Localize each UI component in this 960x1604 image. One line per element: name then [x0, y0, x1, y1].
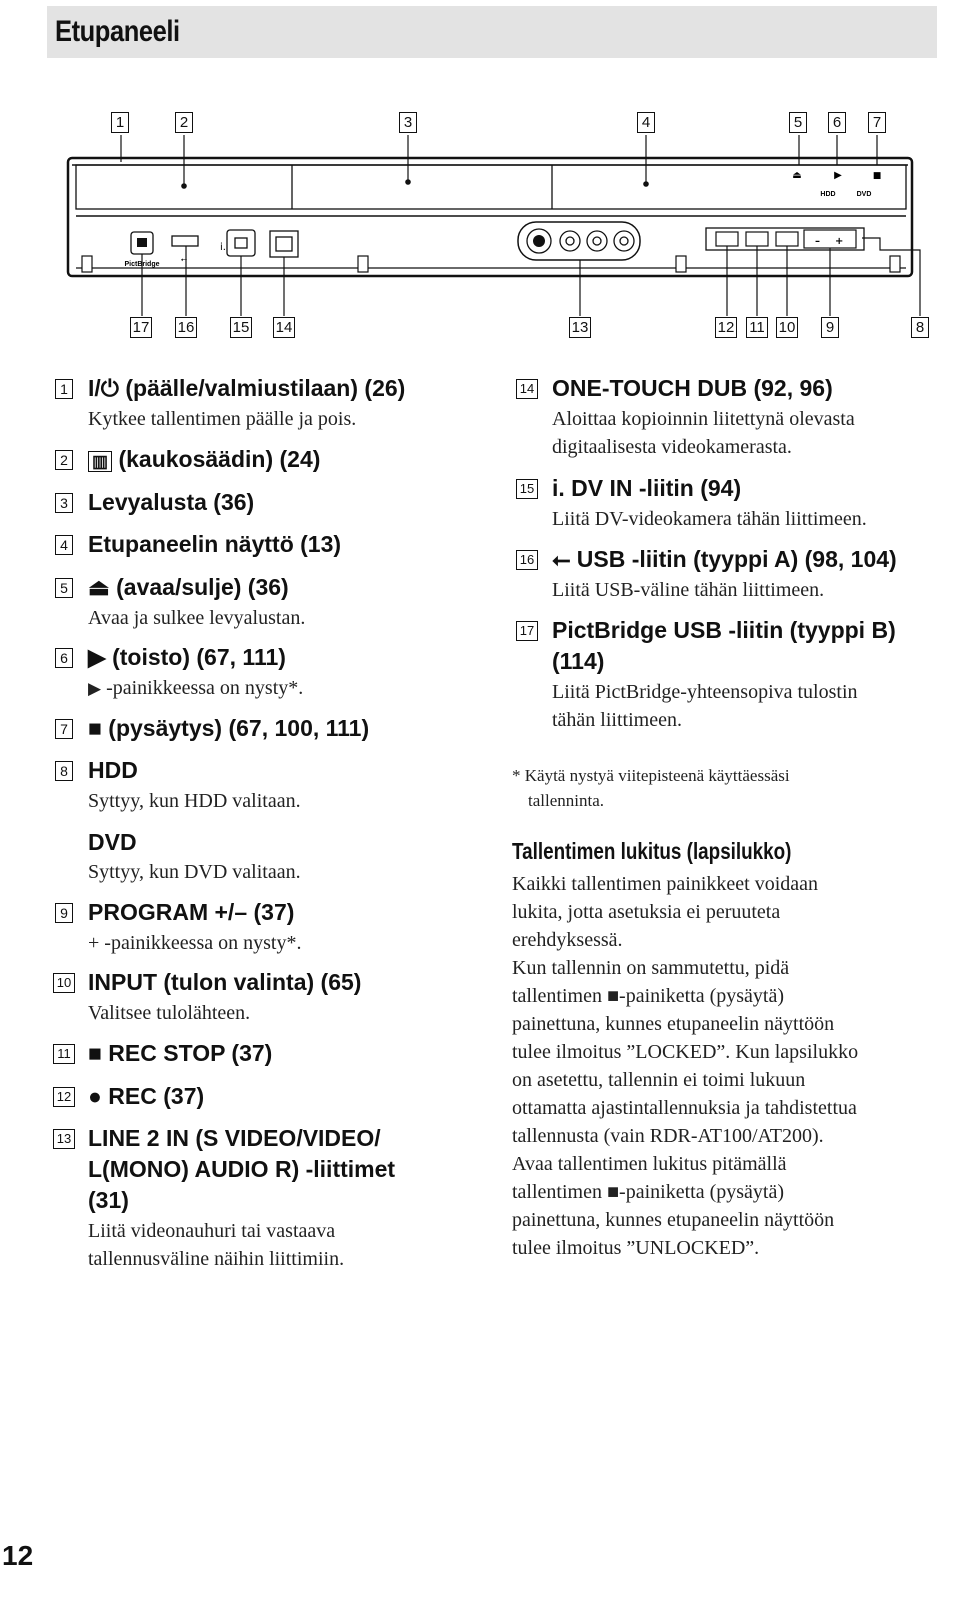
item-title: PictBridge USB -liitin (tyyppi B) — [552, 617, 896, 643]
input-button — [776, 232, 798, 246]
paragraph-line: painettuna, kunnes etupaneelin näyttöön — [512, 1209, 835, 1231]
item-desc: tallennusväline näihin liittimiin. — [88, 1248, 345, 1270]
item-number: 12 — [53, 1087, 75, 1107]
item-desc: digitaalisesta videokamerasta. — [552, 436, 792, 458]
item-title: I/⏻ (päälle/valmiustilaan) (26) — [88, 375, 406, 401]
device-body — [68, 158, 912, 276]
callout-16: 16 — [175, 317, 197, 338]
callout-13: 13 — [569, 317, 591, 338]
usb-icon: ⭠ — [552, 547, 571, 573]
paragraph-line: Avaa tallentimen lukitus pitämällä — [512, 1153, 787, 1175]
play-icon: ▶ — [834, 170, 842, 181]
rec-stop-button — [746, 232, 768, 246]
callout-12: 12 — [715, 317, 737, 338]
paragraph-line: tulee ilmoitus ”LOCKED”. Kun lapsilukko — [512, 1041, 859, 1063]
paragraph-line: ottamatta ajastintallennuksia ja tahdistettua — [512, 1097, 857, 1119]
item-number: 7 — [55, 719, 73, 739]
item-number: 1 — [55, 379, 73, 399]
item-number: 3 — [55, 493, 73, 513]
item-number: 10 — [53, 973, 75, 993]
paragraph-line: tallentimen ■-painiketta (pysäytä) — [512, 1181, 784, 1203]
item-title: ⭠ USB -liitin (tyyppi A) (98, 104) — [552, 546, 897, 573]
item-title: i. DV IN -liitin (94) — [552, 475, 742, 501]
one-touch-dub-button — [270, 231, 298, 257]
foot — [676, 256, 686, 272]
hdd-indicator: HDD — [820, 191, 836, 198]
front-panel-diagram — [0, 0, 960, 350]
paragraph-line: lukita, jotta asetuksia ei peruuteta — [512, 901, 781, 923]
foot — [82, 256, 92, 272]
item-number: 9 — [55, 903, 73, 923]
usb-port — [172, 236, 198, 246]
usb-icon: ⭠ — [180, 255, 188, 264]
item-title: PROGRAM +/– (37) — [88, 899, 295, 925]
callout-14: 14 — [273, 317, 295, 338]
pictbridge-label: PictBridge — [124, 261, 160, 268]
dv-icon: i. — [220, 242, 226, 253]
item-title: ■ REC STOP (37) — [88, 1040, 273, 1066]
callout-1: 1 — [111, 112, 129, 133]
item-desc: ▶ -painikkeessa on nysty*. — [88, 677, 304, 699]
item-number: 14 — [516, 379, 538, 399]
remote-sensor-icon: ▥ — [88, 451, 112, 472]
dvd-indicator: DVD — [856, 191, 872, 198]
item-number: 2 — [55, 450, 73, 470]
audio-r-jack — [614, 231, 634, 251]
eject-icon: ⏏ — [88, 574, 110, 600]
callout-5: 5 — [789, 112, 807, 133]
item-number: 15 — [516, 479, 538, 499]
item-desc: tähän liittimeen. — [552, 709, 682, 731]
eject-icon: ⏏ — [792, 170, 802, 181]
item-title: Levyalusta (36) — [88, 489, 255, 515]
item-desc: + -painikkeessa on nysty*. — [88, 932, 302, 954]
item-title: HDD — [88, 757, 138, 783]
item-title: L(MONO) AUDIO R) -liittimet — [88, 1156, 396, 1182]
item-title: ⏏ (avaa/sulje) (36) — [88, 574, 289, 600]
item-title: (114) — [552, 648, 605, 674]
foot — [890, 256, 900, 272]
callout-3: 3 — [399, 112, 417, 133]
stop-icon: ■ — [88, 1040, 102, 1066]
foot — [358, 256, 368, 272]
item-title: ■ (pysäytys) (67, 100, 111) — [88, 715, 370, 741]
paragraph-line: tulee ilmoitus ”UNLOCKED”. — [512, 1237, 760, 1259]
item-title: ● REC (37) — [88, 1083, 205, 1109]
item-desc: Liitä PictBridge-yhteensopiva tulostin — [552, 681, 858, 703]
callout-11: 11 — [746, 317, 768, 338]
callout-9: 9 — [821, 317, 839, 338]
page-number: 12 — [2, 1540, 34, 1571]
paragraph-line: tallennusta (vain RDR-AT100/AT200). — [512, 1125, 824, 1147]
item-desc: Syttyy, kun DVD valitaan. — [88, 861, 301, 883]
video-jack — [560, 231, 580, 251]
paragraph-line: Kaikki tallentimen painikkeet voidaan — [512, 873, 819, 895]
item-title: INPUT (tulon valinta) (65) — [88, 969, 362, 995]
disc-tray-area — [76, 165, 906, 209]
footnote: * Käytä nystyä viitepisteenä käyttäessäsi — [512, 766, 790, 785]
item-desc: Valitsee tulolähteen. — [88, 1002, 251, 1024]
item-desc: Avaa ja sulkee levyalustan. — [88, 607, 306, 629]
play-icon: ▶ — [88, 644, 106, 670]
item-title: ▶ (toisto) (67, 111) — [88, 644, 286, 670]
item-number: 17 — [516, 621, 538, 641]
item-title: Etupaneelin näyttö (13) — [88, 531, 342, 557]
plus-icon: + — [835, 236, 844, 247]
callout-8: 8 — [911, 317, 929, 338]
record-icon: ● — [88, 1083, 102, 1109]
item-number: 11 — [53, 1044, 75, 1064]
item-title: (31) — [88, 1187, 129, 1213]
item-desc: Aloittaa kopioinnin liitettynä olevasta — [552, 408, 855, 430]
paragraph-line: painettuna, kunnes etupaneelin näyttöön — [512, 1013, 835, 1035]
item-number: 4 — [55, 535, 73, 555]
item-desc: Liitä videonauhuri tai vastaava — [88, 1220, 336, 1242]
paragraph-line: erehdyksessä. — [512, 929, 623, 951]
audio-l-jack — [587, 231, 607, 251]
callout-17: 17 — [130, 317, 152, 338]
page-title: Etupaneeli — [55, 15, 180, 48]
paragraph-line: on asetettu, tallennin ei toimi lukuun — [512, 1069, 806, 1091]
callout-15: 15 — [230, 317, 252, 338]
paragraph-line: Kun tallennin on sammutettu, pidä — [512, 957, 790, 979]
callout-2: 2 — [175, 112, 193, 133]
item-number: 6 — [55, 648, 73, 668]
callout-10: 10 — [776, 317, 798, 338]
dv-icon: i. — [552, 475, 565, 501]
item-title: ONE-TOUCH DUB (92, 96) — [552, 375, 833, 401]
item-title: LINE 2 IN (S VIDEO/VIDEO/ — [88, 1125, 381, 1151]
program-buttons — [804, 230, 856, 248]
stop-icon: ■ — [872, 171, 882, 181]
callout-6: 6 — [828, 112, 846, 133]
callout-7: 7 — [868, 112, 886, 133]
item-number: 13 — [53, 1129, 75, 1149]
stop-icon: ■ — [88, 715, 102, 741]
item-desc: Syttyy, kun HDD valitaan. — [88, 790, 301, 812]
item-title: DVD — [88, 829, 137, 855]
item-number: 16 — [516, 550, 538, 570]
paragraph-line: tallentimen ■-painiketta (pysäytä) — [512, 985, 784, 1007]
minus-icon: – — [815, 236, 820, 247]
item-desc: Liitä DV-videokamera tähän liittimeen. — [552, 508, 867, 530]
section-heading: Tallentimen lukitus (lapsilukko) — [512, 838, 792, 864]
dv-in-port — [227, 230, 255, 256]
item-desc: Kytkee tallentimen päälle ja pois. — [88, 408, 357, 430]
play-icon: ▶ — [88, 679, 102, 699]
footnote: tallenninta. — [528, 791, 605, 810]
power-icon: I/⏻ — [88, 375, 119, 401]
item-title: ▥ (kaukosäädin) (24) — [88, 446, 320, 473]
item-desc: Liitä USB-väline tähän liittimeen. — [552, 579, 825, 601]
rec-button — [716, 232, 738, 246]
item-number: 5 — [55, 578, 73, 598]
item-number: 8 — [55, 761, 73, 781]
callout-4: 4 — [637, 112, 655, 133]
